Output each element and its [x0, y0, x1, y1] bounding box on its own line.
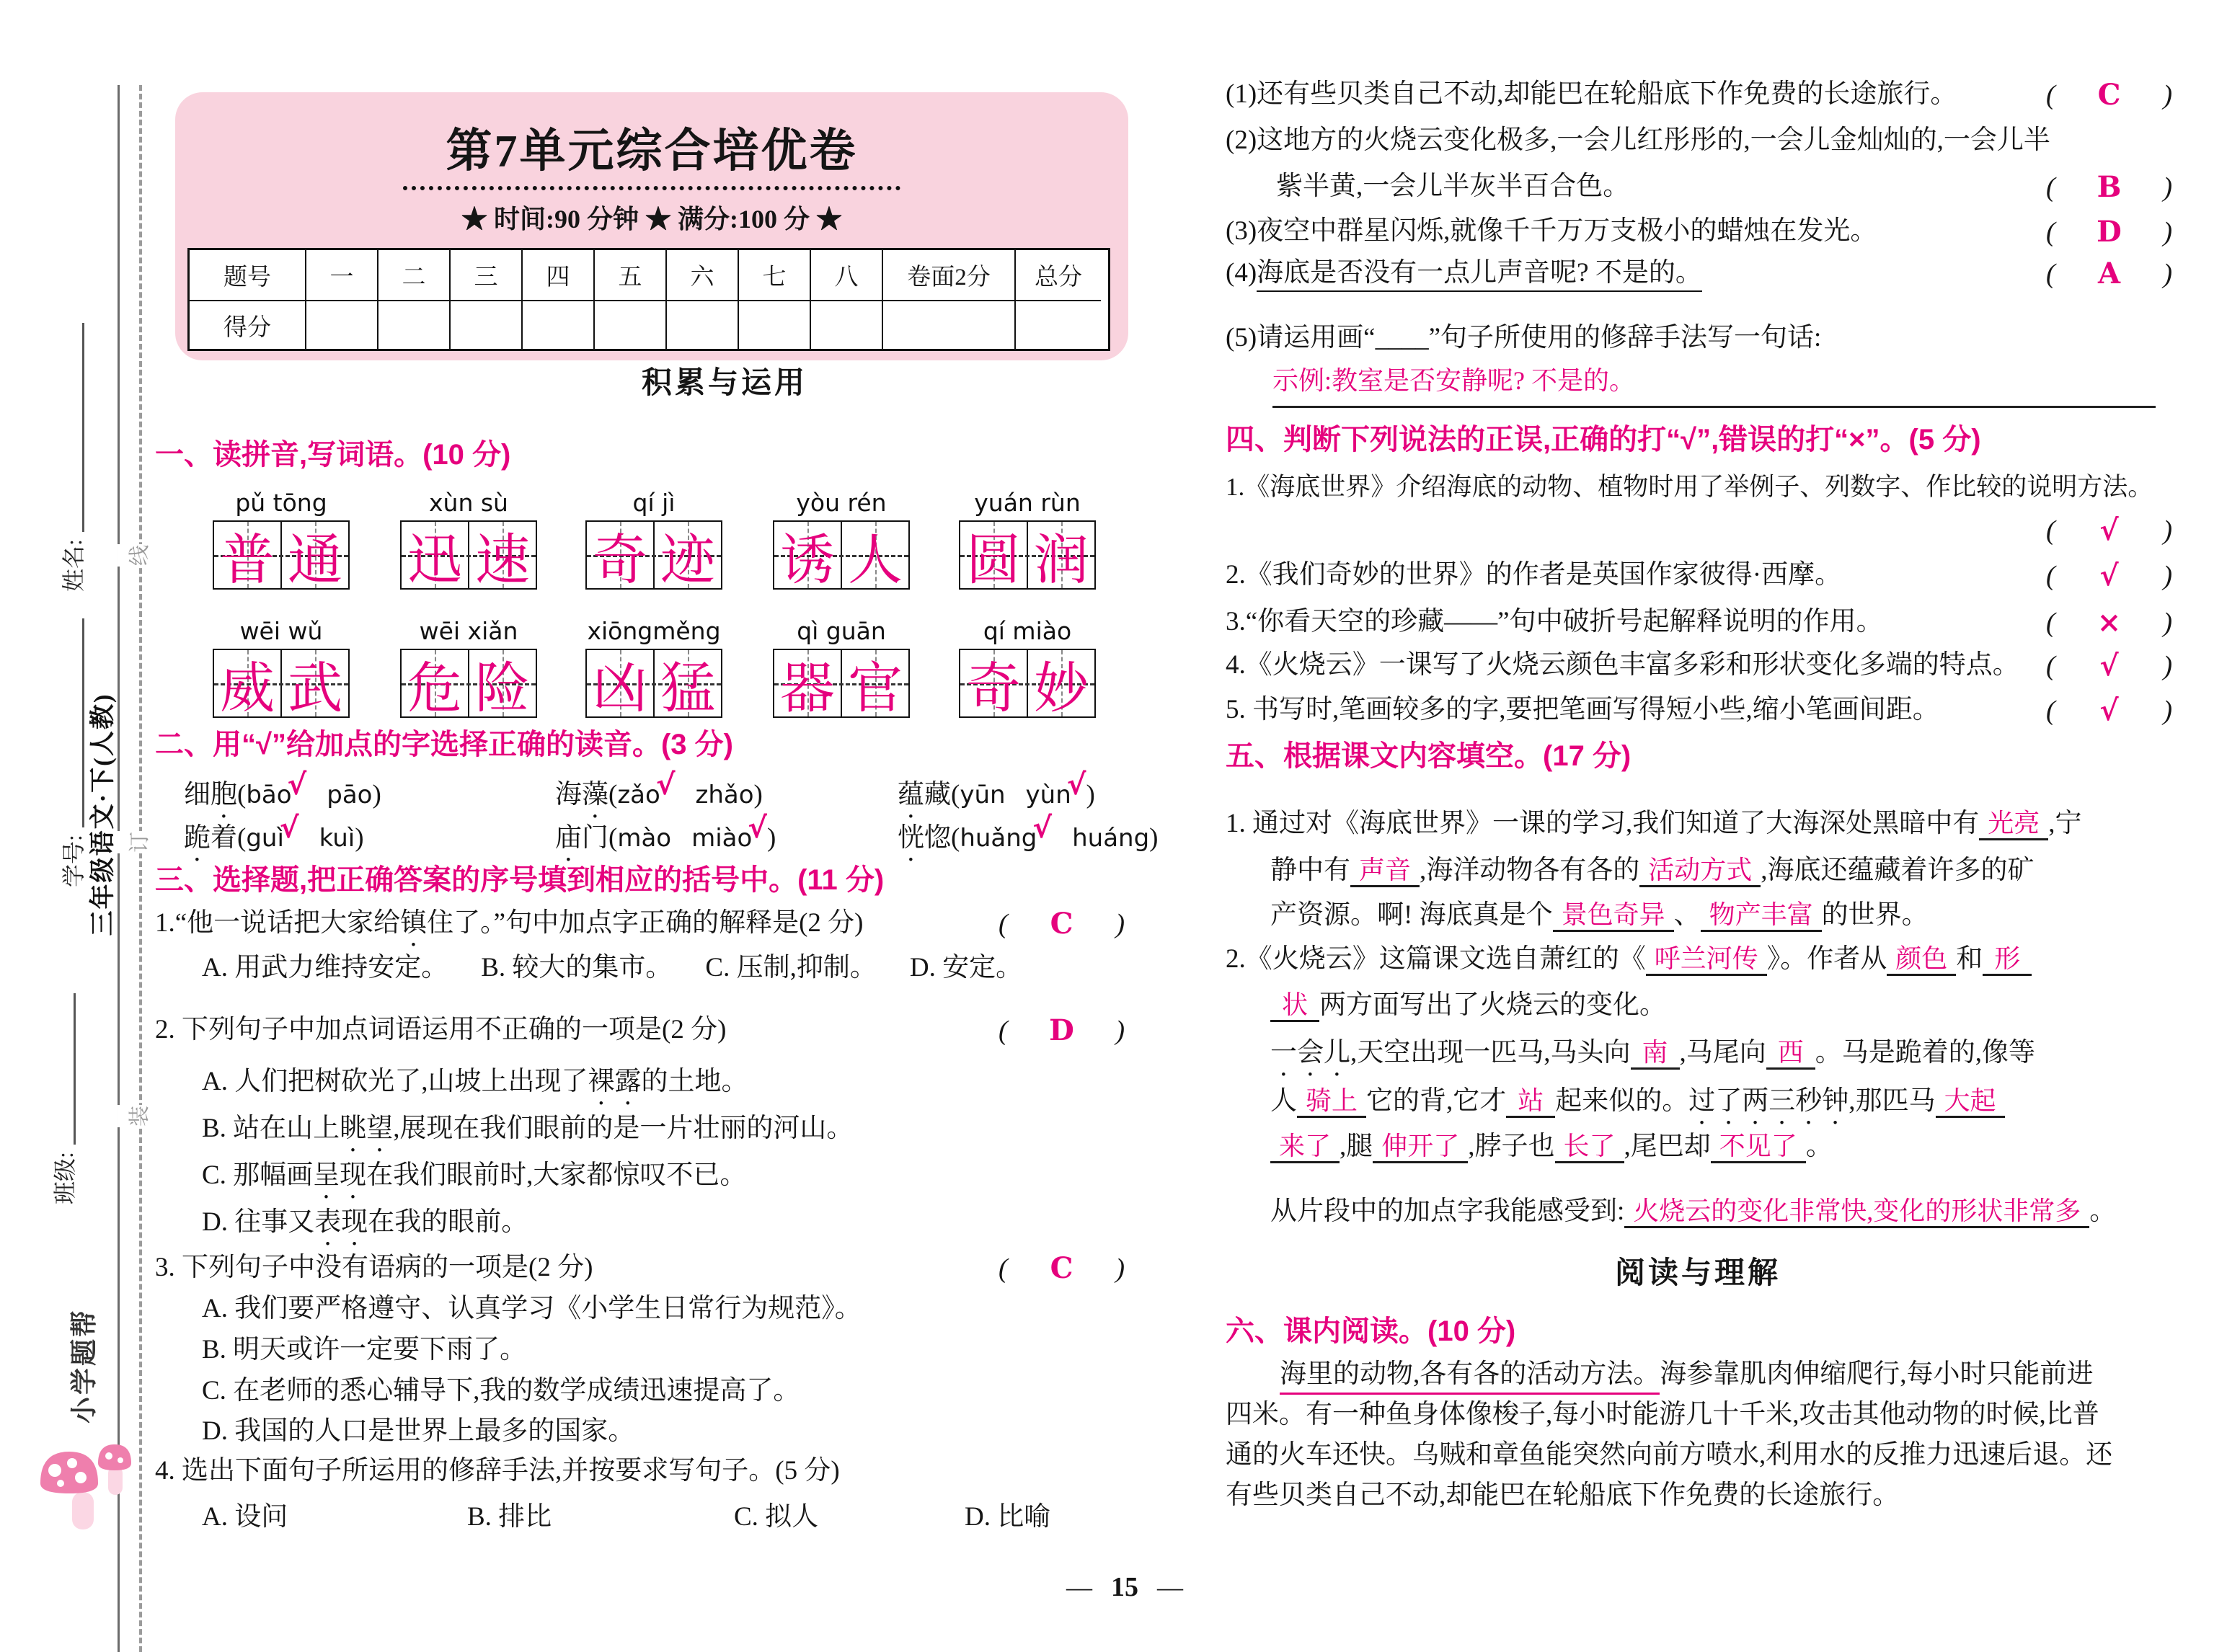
- writing-cell[interactable]: [1027, 650, 1094, 720]
- writing-cell[interactable]: [1027, 522, 1094, 592]
- fill-blank[interactable]: 状: [1270, 991, 1319, 1022]
- writing-cell[interactable]: [280, 650, 348, 720]
- writing-cell[interactable]: [841, 522, 908, 592]
- fill-blank-line: [1226, 943, 2032, 976]
- binding-char: 线: [118, 544, 159, 567]
- handwritten-answer: 奇: [593, 527, 647, 592]
- handwritten-answer: 器: [780, 655, 835, 720]
- text-run: ,宁: [2048, 809, 2082, 838]
- answer-mark: √: [2099, 559, 2119, 592]
- answer-mark: √: [2099, 513, 2119, 547]
- text-run: 从片段中的加点字我能感受到:: [1270, 1196, 1625, 1226]
- answer-box[interactable]: ( B ): [2046, 170, 2172, 204]
- q4-subitem-5: (5)请运用画“____”句子所使用的修辞手法写一句话:: [1226, 323, 1822, 352]
- underlined-text: 海底是否没有一点儿声音呢? 不是的。: [1257, 258, 1702, 292]
- answer-box[interactable]: ( × ): [2046, 605, 2172, 639]
- dotted-emphasis-text: 一会儿: [1270, 1038, 1350, 1067]
- answer-box[interactable]: ( √ ): [2046, 559, 2172, 592]
- text-run: ,尾巴却: [1624, 1132, 1711, 1161]
- handwritten-answer: 人: [848, 527, 903, 592]
- fill-blank-line: [1270, 854, 2035, 887]
- pronunciation-item: 海藻(zǎo√ zhǎo): [555, 768, 763, 809]
- answer-box[interactable]: ( √ ): [2046, 513, 2172, 547]
- text-run: 的世界。: [1821, 900, 1929, 930]
- fill-blank[interactable]: 南: [1631, 1039, 1680, 1070]
- writing-box: [213, 649, 350, 718]
- text-run: 》。作者从: [1766, 944, 1887, 974]
- writing-cell[interactable]: [468, 522, 536, 592]
- fill-blank[interactable]: 物产丰富: [1701, 901, 1822, 932]
- score-col-header: 题号: [223, 265, 271, 290]
- binding-char: 订: [118, 831, 159, 853]
- pinyin-label: xiōngměng: [587, 617, 721, 645]
- fill-blank[interactable]: 形: [1983, 945, 2032, 976]
- question-2-stem: 2. 下列句子中加点词语运用不正确的一项是(2 分): [155, 1015, 727, 1044]
- pronunciation-item: 庙门(mào miào√): [555, 812, 776, 853]
- answer-box[interactable]: ( √ ): [2046, 693, 2172, 727]
- score-col-header: 八: [810, 250, 882, 300]
- question-4-stem: 4. 选出下面句子所运用的修辞手法,并按要求写句子。(5 分): [155, 1456, 840, 1486]
- score-cell[interactable]: [810, 300, 882, 349]
- text-run: B. 站在山上: [202, 1114, 340, 1143]
- writing-box: [585, 649, 722, 718]
- section2-title: 二、用“√”给加点的字选择正确的读音。(3 分): [155, 729, 733, 760]
- writing-box: [773, 520, 910, 590]
- handwritten-answer: 猛: [660, 655, 715, 720]
- score-cell[interactable]: [449, 300, 521, 349]
- handwritten-answer: 速: [475, 527, 530, 592]
- pinyin-label: pǔ tōng: [235, 489, 327, 517]
- handwritten-answer: 危: [407, 655, 462, 720]
- check-mark: √: [748, 812, 767, 845]
- text-run: 2.《火烧云》这篇课文选自萧红的《: [1226, 944, 1646, 974]
- handwritten-answer: 迹: [660, 527, 715, 592]
- fill-blank-line: [1270, 1195, 2116, 1228]
- fill-blank[interactable]: 景色奇异: [1553, 901, 1674, 932]
- text-run: 的土地。: [641, 1067, 748, 1096]
- passage-line: 通的火车还快。乌贼和章鱼能突然向前方喷水,利用水的反推力迅速后退。还: [1226, 1440, 2113, 1470]
- binding-dashed-line: [139, 85, 142, 1652]
- q4-subitem-4: [1226, 257, 1702, 290]
- writing-cell[interactable]: [587, 522, 653, 592]
- fill-blank[interactable]: 大起: [1936, 1087, 2005, 1118]
- fill-blank[interactable]: 长了: [1555, 1132, 1624, 1163]
- writing-cell[interactable]: [280, 522, 348, 592]
- option[interactable]: B. 明天或许一定要下雨了。: [202, 1335, 527, 1364]
- text-run: ,海底还蕴藏着许多的矿: [1761, 856, 2035, 885]
- fill-blank[interactable]: 活动方式: [1639, 856, 1761, 887]
- id-label: 学号:: [61, 835, 87, 887]
- check-mark: √: [287, 768, 307, 801]
- fill-blank[interactable]: 骑上: [1297, 1087, 1366, 1118]
- handwritten-answer: 诱: [780, 527, 835, 592]
- section-heading-accumulation: 积累与运用: [642, 365, 808, 399]
- name-blank-line[interactable]: [61, 323, 84, 532]
- answer-letter: D: [2097, 215, 2122, 249]
- score-col-header: 六: [665, 250, 738, 300]
- text-run: 和: [1956, 944, 1983, 974]
- fill-blank[interactable]: 颜色: [1887, 945, 1956, 976]
- writing-cell[interactable]: [468, 650, 536, 720]
- score-cell[interactable]: [377, 300, 449, 349]
- dotted-emphasis-text: 表现: [314, 1207, 368, 1237]
- answer-box[interactable]: ( C ): [2046, 78, 2172, 112]
- text-run: D. 往事又: [202, 1207, 315, 1237]
- option[interactable]: [202, 1065, 748, 1111]
- writing-box: [585, 520, 722, 590]
- fill-blank[interactable]: 火烧云的变化非常快,变化的形状非常多: [1624, 1197, 2089, 1228]
- handwritten-answer: 险: [475, 655, 530, 720]
- writing-box: [400, 520, 537, 590]
- score-cell[interactable]: [738, 300, 810, 349]
- text-run: ,马尾向: [1679, 1038, 1766, 1067]
- page-number: — 15 —: [1066, 1572, 1183, 1602]
- text-run: 海参靠肌肉伸缩爬行,每小时只能前进: [1660, 1359, 2094, 1389]
- option[interactable]: D. 比喻: [965, 1502, 1051, 1532]
- text-run: 。: [2089, 1196, 2117, 1226]
- judge-item: 3.“你看天空的珍藏——”句中破折号起解释说明的作用。: [1226, 607, 1883, 636]
- fill-blank[interactable]: 不见了: [1711, 1132, 1806, 1163]
- check-mark: √: [279, 812, 299, 845]
- pinyin-label: wēi xiǎn: [419, 617, 518, 645]
- answer-box-q1[interactable]: ( C ): [999, 907, 1125, 941]
- answer-letter: A: [2097, 257, 2121, 290]
- student-name-field: [56, 289, 89, 592]
- option[interactable]: D. 安定。: [909, 953, 1023, 982]
- handwritten-answer: 妙: [1034, 655, 1089, 720]
- question-1-options: [202, 951, 1055, 985]
- writing-box: [959, 649, 1096, 718]
- writing-cell[interactable]: [402, 522, 468, 592]
- example-answer-line[interactable]: [1272, 360, 2156, 408]
- title-dotted-rule: [403, 186, 900, 190]
- fill-blank[interactable]: 站: [1506, 1087, 1555, 1118]
- text-run: 产资源。啊! 海底真是个: [1270, 900, 1553, 930]
- fill-blank-line: [1270, 1036, 2035, 1083]
- writing-cell[interactable]: [402, 650, 468, 720]
- section3-title: 三、选择题,把正确答案的序号填到相应的括号中。(11 分): [155, 864, 885, 896]
- handwritten-answer: 圆: [966, 527, 1021, 592]
- option[interactable]: C. 在老师的悉心辅导下,我的数学成绩迅速提高了。: [202, 1376, 800, 1405]
- pink-underlined-text: 海里的动物,各有各的活动方法。: [1280, 1359, 1660, 1395]
- section5-title: 五、根据课文内容填空。(17 分): [1226, 740, 1631, 772]
- pinyin-label: wēi wǔ: [239, 617, 323, 645]
- handwritten-answer: 迅: [407, 527, 462, 592]
- text-run: 在我的眼前。: [368, 1207, 528, 1237]
- option[interactable]: D. 我国的人口是世界上最多的国家。: [202, 1416, 635, 1446]
- writing-box: [773, 649, 910, 718]
- option[interactable]: [202, 1206, 528, 1252]
- passage-line: [1280, 1358, 2094, 1391]
- score-cell[interactable]: [1014, 300, 1101, 349]
- fill-blank-line: [1270, 1130, 1833, 1163]
- book-edition-label: 三年级语文·下(人教): [89, 693, 117, 936]
- writing-cell[interactable]: [214, 522, 280, 592]
- dotted-emphasis-text: 裸露: [588, 1067, 642, 1096]
- fill-blank[interactable]: 光亮: [1979, 809, 2048, 840]
- option[interactable]: A. 设问: [202, 1502, 288, 1532]
- answer-mark: √: [2099, 693, 2119, 727]
- text-run: 人: [1270, 1086, 1297, 1116]
- writing-cell[interactable]: [653, 650, 721, 720]
- answer-mark: √: [2099, 649, 2119, 683]
- score-col-header: 三: [449, 250, 521, 300]
- brand-label: 小学题帮: [69, 1308, 99, 1424]
- q4-subitem-2-line1: (2)这地方的火烧云变化极多,一会儿红彤彤的,一会儿金灿灿的,一会儿半: [1226, 125, 2050, 155]
- text-run: ,脖子也: [1468, 1132, 1555, 1161]
- score-row-label: 得分: [190, 300, 305, 349]
- writing-cell[interactable]: [214, 650, 280, 720]
- section4-title: 四、判断下列说法的正误,正确的打“√”,错误的打“×”。(5 分): [1226, 424, 1981, 456]
- passage-line: 有些贝类自己不动,却能巴在轮船底下作免费的长途旅行。: [1226, 1480, 1900, 1510]
- score-cell[interactable]: [665, 300, 738, 349]
- option[interactable]: A. 用武力维持安定。: [202, 953, 448, 982]
- text-run: 在我们眼前时,大家都惊叹不已。: [366, 1160, 747, 1190]
- text-run: 两方面写出了火烧云的变化。: [1319, 990, 1666, 1020]
- text-run: ,展现在我们眼前的是一片壮丽的河山。: [393, 1114, 854, 1143]
- score-col-header: 总分: [1014, 250, 1101, 300]
- page-title: 第7单元综合培优卷: [446, 125, 858, 177]
- writing-cell[interactable]: [960, 650, 1027, 720]
- text-run: A. 人们把树砍光了,山坡上出现了: [202, 1067, 588, 1096]
- exam-meta: ★ 时间:90 分钟 ★ 满分:100 分 ★: [461, 205, 842, 234]
- handwritten-answer: 官: [848, 655, 903, 720]
- answer-letter: D: [1049, 1013, 1074, 1047]
- writing-cell[interactable]: [653, 522, 721, 592]
- score-col-header: 二: [377, 250, 449, 300]
- check-mark: √: [1066, 768, 1086, 801]
- text-run: 起来似的。: [1555, 1086, 1689, 1116]
- class-label: 班级:: [52, 1152, 78, 1204]
- text-run: ,天空出现一匹马,马头向: [1350, 1038, 1631, 1067]
- answer-box[interactable]: ( D ): [2046, 215, 2172, 249]
- fill-blank[interactable]: 声音: [1350, 856, 1420, 887]
- q4-subitem-3: (3)夜空中群星闪烁,就像千千万万支极小的蜡烛在发光。: [1226, 216, 1877, 246]
- answer-letter: B: [2097, 170, 2122, 204]
- handwritten-answer: 凶: [593, 655, 647, 720]
- score-table: [187, 248, 1110, 351]
- score-col-header: 五: [593, 250, 665, 300]
- text-run: 住了。”句中加点字正确的解释是(2 分): [427, 908, 864, 938]
- class-blank-line[interactable]: [52, 993, 76, 1145]
- fill-blank[interactable]: 伸开了: [1373, 1132, 1468, 1163]
- text-run: ,海洋动物各有各的: [1420, 856, 1640, 885]
- text-run: 1. 通过对《海底世界》一课的学习,我们知道了大海深处黑暗中有: [1226, 809, 1980, 838]
- pronunciation-item: 恍惚(huǎng√ huáng): [898, 812, 1159, 853]
- dotted-emphasis-text: 过了两三秒钟: [1688, 1086, 1849, 1116]
- writing-box: [213, 520, 350, 590]
- pinyin-label: yuán rùn: [974, 489, 1081, 517]
- dotted-emphasis-text: 眺望: [340, 1114, 394, 1143]
- pinyin-label: yòu rén: [796, 489, 887, 517]
- score-col-header: 七: [738, 250, 810, 300]
- option[interactable]: [202, 1159, 746, 1205]
- check-mark: √: [1032, 812, 1053, 845]
- text-run: ,腿: [1340, 1132, 1373, 1161]
- q4-subitem-1: (1)还有些贝类自己不动,却能巴在轮船底下作免费的长途旅行。: [1226, 79, 1957, 109]
- answer-box-q3[interactable]: ( C ): [999, 1251, 1125, 1285]
- text-run: C. 那幅画: [202, 1160, 314, 1190]
- pinyin-label: qí miào: [983, 617, 1072, 645]
- score-col-header: 一: [305, 250, 377, 300]
- option[interactable]: C. 压制,抑制。: [705, 953, 877, 982]
- writing-cell[interactable]: [774, 522, 841, 592]
- dotted-emphasis-text: 呈现: [313, 1160, 367, 1190]
- score-cell[interactable]: [521, 300, 593, 349]
- handwritten-answer: 奇: [966, 655, 1021, 720]
- section6-title: 六、课内阅读。(10 分): [1226, 1315, 1516, 1347]
- handwritten-example: 示例:教室是否安静呢? 不是的。: [1272, 366, 1635, 395]
- answer-mark: ×: [2097, 605, 2122, 639]
- writing-cell[interactable]: [587, 650, 653, 720]
- fill-blank[interactable]: 呼兰河传: [1646, 945, 1767, 976]
- writing-box: [400, 649, 537, 718]
- q4-subitem-2-line2: 紫半黄,一会儿半灰半百合色。: [1276, 172, 1630, 201]
- pronunciation-item: 细胞(bāo√ pāo): [184, 768, 381, 809]
- text-run: 、: [1673, 900, 1701, 930]
- fill-blank[interactable]: 西: [1766, 1039, 1815, 1070]
- answer-box-q2[interactable]: ( D ): [999, 1013, 1125, 1047]
- fill-blank-line: [1226, 807, 2082, 840]
- score-cell[interactable]: [593, 300, 665, 349]
- check-mark: √: [655, 768, 676, 801]
- pinyin-label: qí jì: [632, 489, 676, 517]
- answer-box[interactable]: ( √ ): [2046, 649, 2172, 683]
- pinyin-label: xùn sù: [429, 489, 508, 517]
- text-run: 1.“他一说话把大家给: [155, 908, 401, 938]
- dotted-emphasis-text: 镇: [400, 908, 428, 938]
- text-run: ,那匹马: [1849, 1086, 1936, 1116]
- option[interactable]: A. 我们要严格遵守、认真学习《小学生日常行为规范》。: [202, 1294, 862, 1323]
- answer-letter: C: [1050, 1251, 1073, 1285]
- handwritten-answer: 武: [288, 655, 342, 720]
- question-3-stem: 3. 下列句子中没有语病的一项是(2 分): [155, 1253, 593, 1282]
- score-col-header: 卷面2分: [882, 250, 1014, 300]
- text-run: 静中有: [1270, 856, 1350, 885]
- fill-blank-line: [1270, 1085, 2005, 1131]
- section-heading-reading: 阅读与理解: [1614, 1256, 1781, 1289]
- text-run: 。马是跪着的,像等: [1815, 1038, 2035, 1067]
- judge-item: 4.《火烧云》一课写了火烧云颜色丰富多彩和形状变化多端的特点。: [1226, 650, 2019, 680]
- option[interactable]: C. 拟人: [734, 1502, 819, 1532]
- writing-cell[interactable]: [960, 522, 1027, 592]
- section1-title: 一、读拼音,写词语。(10 分): [155, 439, 511, 471]
- judge-item: 5. 书写时,笔画较多的字,要把笔画写得短小些,缩小笔画间距。: [1226, 695, 1939, 724]
- pinyin-label: qì guān: [797, 617, 886, 645]
- answer-letter: C: [2097, 78, 2121, 112]
- fill-blank-line: [1270, 989, 1666, 1022]
- score-cell[interactable]: [882, 300, 1014, 349]
- binding-char: 装: [118, 1105, 159, 1127]
- answer-letter: C: [1050, 907, 1073, 941]
- handwritten-answer: 通: [288, 527, 342, 592]
- option[interactable]: B. 较大的集市。: [481, 953, 673, 982]
- score-col-header: 四: [521, 250, 593, 300]
- pronunciation-item: 蕴藏(yūn yùn√): [898, 768, 1095, 809]
- writing-cell[interactable]: [774, 650, 841, 720]
- answer-box[interactable]: ( A ): [2046, 257, 2172, 290]
- handwritten-answer: 普: [220, 527, 275, 592]
- passage-line: 四米。有一种鱼身体像梭子,每小时能游几十千米,攻击其他动物的时候,比普: [1226, 1400, 2099, 1429]
- text-run: (4): [1226, 258, 1257, 288]
- fill-blank[interactable]: 来了: [1270, 1132, 1340, 1163]
- option[interactable]: [202, 1112, 853, 1158]
- mushroom-illustration: [35, 1436, 132, 1544]
- writing-box: [959, 520, 1096, 590]
- option[interactable]: B. 排比: [467, 1502, 552, 1532]
- text-run: 。: [1805, 1132, 1833, 1161]
- writing-cell[interactable]: [841, 650, 908, 720]
- judge-item: 2.《我们奇妙的世界》的作者是英国作家彼得·西摩。: [1226, 560, 1842, 590]
- fill-blank-line: [1270, 899, 1929, 932]
- text-run: 它的背,它才: [1366, 1086, 1507, 1116]
- handwritten-answer: 润: [1034, 527, 1089, 592]
- name-label: 姓名:: [61, 539, 87, 592]
- id-blank-line[interactable]: [61, 618, 84, 827]
- class-field: [47, 959, 80, 1204]
- judge-item: 1.《海底世界》介绍海底的动物、植物时用了举例子、列数字、作比较的说明方法。: [1226, 473, 2153, 501]
- score-cell[interactable]: [305, 300, 377, 349]
- question-1-stem: [155, 907, 864, 953]
- pronunciation-item: 跪着(guì√ kuì): [184, 812, 364, 853]
- handwritten-answer: 威: [220, 655, 275, 720]
